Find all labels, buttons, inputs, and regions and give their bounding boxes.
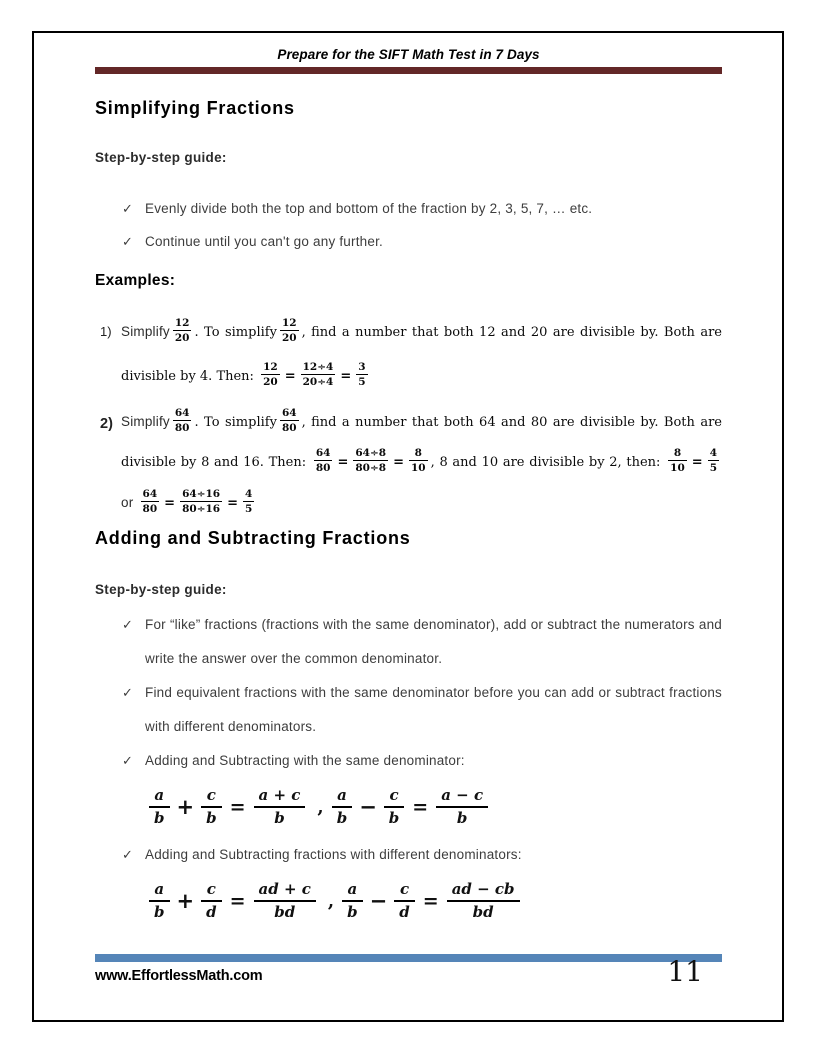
fraction (149, 881, 170, 922)
minus-sign: − (369, 889, 388, 913)
numerator: c (384, 787, 405, 808)
word-simplify: Simplify (121, 324, 170, 339)
denominator: 20 (263, 376, 278, 388)
fraction (254, 881, 316, 922)
numerator: 4 (243, 488, 254, 502)
checkmark-icon: ✓ (122, 847, 133, 862)
denominator: b (154, 903, 165, 921)
equals-sign: = (164, 496, 176, 511)
list-item (95, 676, 722, 744)
fraction (447, 881, 520, 922)
numerator: a − c (436, 787, 488, 808)
denominator: b (456, 809, 468, 827)
numerator: 12 (261, 361, 280, 375)
numerator: 8 (668, 447, 687, 461)
equals-sign: = (229, 890, 246, 912)
numerator: a (342, 881, 363, 902)
bullet-list-adding (95, 608, 722, 932)
example-number: 1) (100, 324, 112, 339)
denominator: b (206, 809, 217, 827)
bullet-list-simplifying (95, 192, 722, 258)
numerator: 64 (280, 407, 299, 421)
denominator: 5 (245, 503, 253, 515)
equals-sign: = (393, 455, 404, 470)
example-text (121, 402, 722, 524)
numerator: 12 (173, 317, 192, 331)
denominator: 80 (142, 503, 158, 515)
denominator: d (399, 903, 410, 921)
denominator: 80÷8 (355, 462, 387, 474)
bullet-text: Adding and Subtracting fractions with different denominators: (145, 847, 522, 862)
guide-label-2: Step-by-step guide: (95, 582, 227, 597)
numerator: 8 (409, 447, 428, 461)
fraction (332, 787, 353, 828)
text-run: , 8 and 10 are divisible by 2, then: (430, 455, 661, 470)
comma: , (327, 890, 335, 912)
numerator: 64 (141, 488, 160, 502)
checkmark-icon: ✓ (122, 617, 133, 632)
text-run: , find a number that both 64 and 80 are divisible by. Both are divisible by 8 and 16. Then: (121, 415, 722, 470)
bullet-text: Continue until you can't go any further. (145, 234, 383, 249)
numerator: 64÷16 (180, 488, 222, 502)
numerator: a (332, 787, 353, 808)
checkmark-icon: ✓ (122, 201, 133, 216)
checkmark-icon: ✓ (122, 753, 133, 768)
fraction (314, 447, 333, 474)
bullet-text: For “like” fractions (fractions with the same denominator), add or subtract the numerators and write the answer over the common denominator. (145, 617, 722, 666)
denominator: 20 (281, 332, 297, 344)
fraction (280, 407, 299, 434)
fraction (201, 881, 222, 922)
denominator: bd (472, 903, 494, 921)
equals-sign: = (340, 369, 352, 384)
numerator: ad − cb (447, 881, 520, 902)
text-run: . To simplify (194, 325, 277, 340)
footer-website: www.EffortlessMath.com (95, 968, 263, 984)
numerator: ad + c (254, 881, 316, 902)
formula-same-denominator (145, 782, 722, 832)
fraction (394, 881, 415, 922)
word-or: or (121, 495, 134, 510)
denominator: 10 (670, 462, 685, 474)
numerator: 12÷4 (301, 361, 336, 375)
example-text (121, 310, 722, 399)
list-item (95, 838, 722, 872)
numerator: c (394, 881, 415, 902)
bullet-text: Find equivalent fractions with the same denominator before you can add or subtract fractions with different denominators. (145, 685, 722, 734)
plus-sign: + (176, 889, 195, 913)
fraction (356, 361, 367, 388)
denominator: 5 (709, 462, 717, 474)
fraction (409, 447, 428, 474)
fraction (668, 447, 687, 474)
fraction (353, 447, 388, 474)
fraction (149, 787, 170, 828)
example-1 (95, 310, 722, 399)
header-rule (95, 67, 722, 74)
denominator: bd (274, 903, 296, 921)
denominator: b (336, 809, 348, 827)
equals-sign: = (337, 455, 349, 470)
checkmark-icon: ✓ (122, 685, 133, 700)
equals-sign: = (691, 455, 703, 470)
formula-different-denominators (145, 876, 722, 926)
fraction (173, 407, 192, 434)
denominator: 20÷4 (302, 376, 334, 388)
equals-sign: = (227, 496, 239, 511)
equals-sign: = (284, 369, 296, 384)
fraction (180, 488, 222, 515)
examples-label: Examples: (95, 272, 176, 289)
fraction (708, 447, 719, 474)
fraction (243, 488, 254, 515)
denominator: d (206, 903, 217, 921)
numerator: a (149, 881, 170, 902)
numerator: 12 (280, 317, 299, 331)
list-item (95, 192, 722, 225)
example-number: 2) (100, 416, 113, 432)
comma: , (317, 796, 324, 818)
denominator: b (388, 809, 400, 827)
fraction (261, 361, 280, 388)
denominator: b (154, 809, 165, 827)
numerator: a + c (254, 787, 306, 808)
section-title-adding-subtracting: Adding and Subtracting Fractions (95, 528, 411, 548)
fraction (173, 317, 192, 344)
list-item (95, 744, 722, 778)
equals-sign: = (412, 796, 429, 818)
denominator: b (347, 903, 358, 921)
checkmark-icon: ✓ (122, 234, 133, 249)
fraction (201, 787, 222, 828)
word-simplify: Simplify (121, 414, 170, 429)
page-header-title: Prepare for the SIFT Math Test in 7 Days (277, 47, 540, 62)
denominator: 80 (281, 422, 297, 434)
list-item (95, 608, 722, 676)
denominator: b (274, 809, 285, 827)
denominator: 10 (410, 462, 426, 474)
equals-sign: = (422, 890, 439, 912)
numerator: 64÷8 (353, 447, 388, 461)
denominator: 5 (358, 376, 366, 388)
numerator: 64 (173, 407, 192, 421)
example-2 (95, 402, 722, 524)
denominator: 80 (174, 422, 190, 434)
fraction (436, 787, 488, 828)
numerator: 3 (356, 361, 367, 375)
fraction (301, 361, 336, 388)
bullet-text: Evenly divide both the top and bottom of the fraction by 2, 3, 5, 7, … etc. (145, 201, 593, 216)
numerator: 4 (708, 447, 719, 461)
plus-sign: + (176, 795, 195, 819)
denominator: 20 (174, 332, 190, 344)
page-number: 11 (667, 955, 703, 988)
numerator: c (201, 787, 222, 808)
minus-sign: − (359, 795, 377, 819)
list-item (95, 225, 722, 258)
denominator: 80 (315, 462, 331, 474)
text-run: . To simplify (194, 415, 277, 430)
denominator: 80÷16 (182, 503, 221, 515)
guide-label-1: Step-by-step guide: (95, 150, 227, 165)
numerator: a (149, 787, 170, 808)
text-run: , find a number that both 12 and 20 are divisible by. Both are divisible by 4. Then: (121, 325, 722, 384)
section-title-simplifying-fractions: Simplifying Fractions (95, 98, 295, 118)
bullet-text: Adding and Subtracting with the same denominator: (145, 753, 465, 768)
equals-sign: = (229, 796, 246, 818)
numerator: 64 (314, 447, 333, 461)
fraction (280, 317, 299, 344)
numerator: c (201, 881, 222, 902)
fraction (384, 787, 405, 828)
fraction (141, 488, 160, 515)
fraction (342, 881, 363, 922)
fraction (254, 787, 306, 828)
